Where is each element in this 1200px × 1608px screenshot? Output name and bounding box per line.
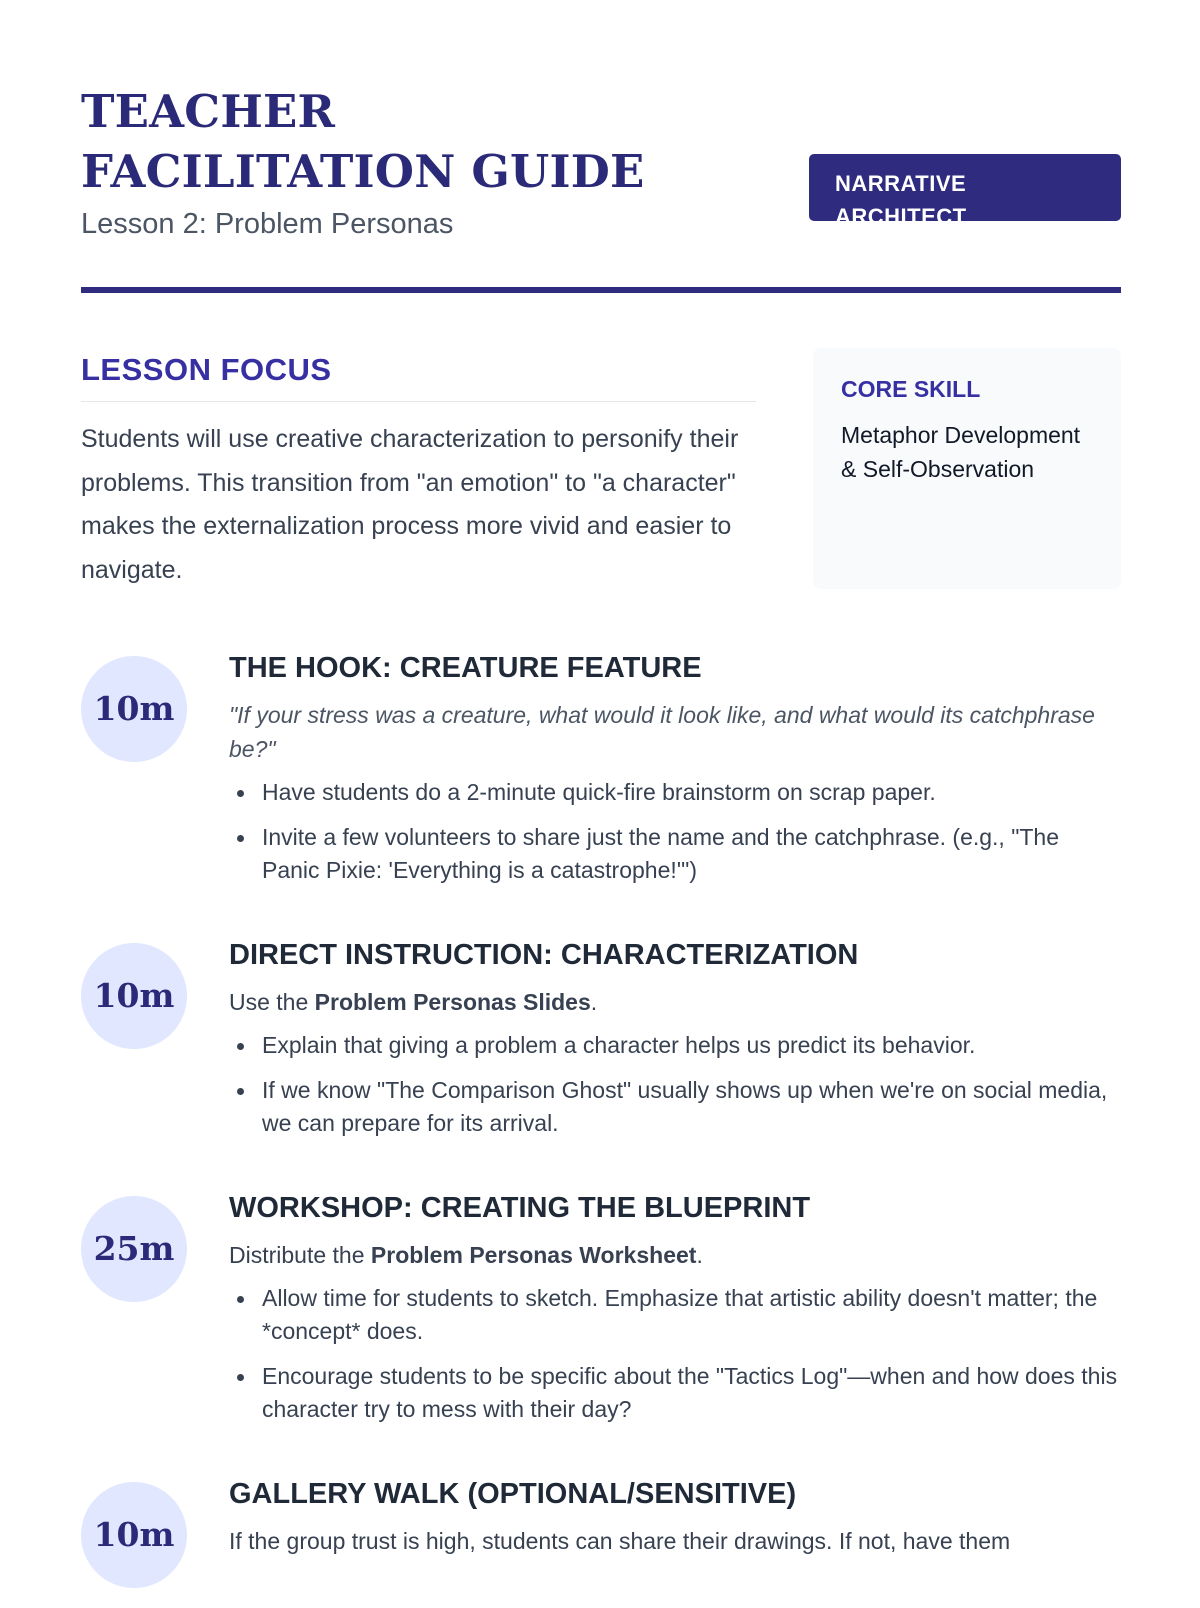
lesson-focus-section (81, 345, 756, 592)
lead-text-end: . (590, 989, 598, 1015)
step-title: GALLERY WALK (OPTIONAL/SENSITIVE) (229, 1478, 797, 1510)
hook-question: "If your stress was a creature, what would it look like, and what would its catchphrase be?" (229, 702, 1095, 762)
duration-badge: 10m (81, 1482, 187, 1588)
list-item: Invite a few volunteers to share just the name and the catchphrase. (e.g., "The Panic Pixie: 'Everything is a catastrophe!'") (229, 821, 1121, 887)
duration-badge: 10m (81, 943, 187, 1049)
core-skill-value: Metaphor Development & Self-Observation (841, 422, 1081, 482)
core-skill-card (813, 348, 1121, 589)
step-gallery-walk (81, 1476, 1121, 1558)
lesson-focus-heading: LESSON FOCUS (81, 345, 756, 402)
page-title: TEACHER FACILITATION GUIDE (81, 85, 645, 198)
step-lead (229, 985, 1121, 1019)
list-item: Explain that giving a problem a character helps us predict its behavior. (229, 1029, 1121, 1062)
core-skill-label: CORE SKILL (841, 376, 981, 402)
list-item: Allow time for students to sketch. Emphasize that artistic ability doesn't matter; the *concept* does. (229, 1282, 1121, 1348)
step-bullets (229, 1029, 1121, 1140)
header-divider (81, 287, 1121, 293)
step-bullets (229, 776, 1121, 887)
step-lead (229, 1238, 1121, 1272)
resource-name: Problem Personas Worksheet (370, 1242, 697, 1268)
lesson-focus-text: Students will use creative characterization to personify their problems. This transition from "an emotion" to "a character" makes the externalization process more vivid and easier to navigate. (81, 425, 739, 584)
step-lead: If the group trust is high, students can share their drawings. If not, have them (229, 1528, 1011, 1554)
step-direct-instruction (81, 937, 1121, 1140)
lead-text-end: . (696, 1242, 703, 1268)
guide-header (81, 0, 1121, 295)
lesson-subtitle: Lesson 2: Problem Personas (81, 208, 454, 240)
step-title: THE HOOK: CREATURE FEATURE (229, 652, 702, 684)
list-item: Have students do a 2-minute quick-fire brainstorm on scrap paper. (229, 776, 1121, 809)
duration-badge: 25m (81, 1196, 187, 1302)
resource-name: Problem Personas Slides (314, 989, 591, 1015)
step-title: DIRECT INSTRUCTION: CHARACTERIZATION (229, 939, 859, 971)
list-item: If we know "The Comparison Ghost" usually shows up when we're on social media, we can prepare for its arrival. (229, 1074, 1121, 1140)
lesson-steps (81, 650, 1121, 1608)
step-hook (81, 650, 1121, 887)
facilitation-guide-page (81, 0, 1121, 1554)
lead-text: Use the (229, 989, 315, 1015)
step-bullets (229, 1282, 1121, 1426)
list-item: Encourage students to be specific about the "Tactics Log"—when and how does this character try to mess with their day? (229, 1360, 1121, 1426)
step-workshop (81, 1190, 1121, 1426)
role-badge: NARRATIVE ARCHITECT (809, 154, 1121, 221)
step-title: WORKSHOP: CREATING THE BLUEPRINT (229, 1192, 811, 1224)
duration-badge: 10m (81, 656, 187, 762)
lead-text: Distribute the (229, 1242, 371, 1268)
